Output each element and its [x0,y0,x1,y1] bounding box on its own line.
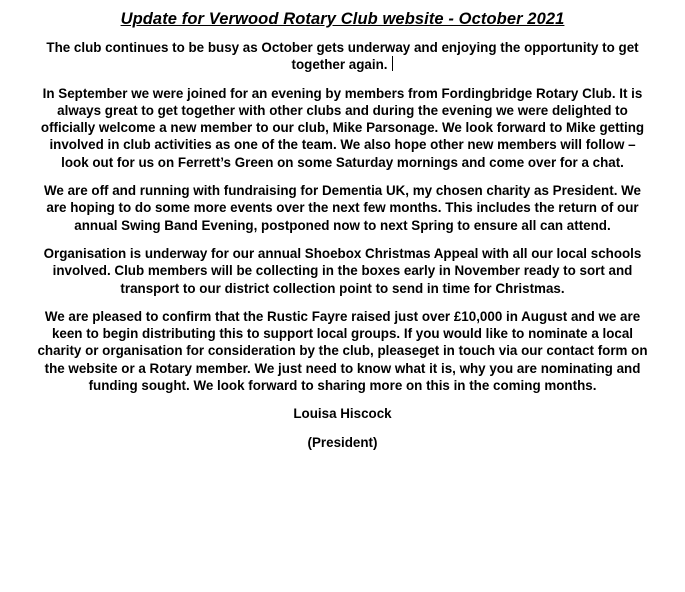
paragraph-shoebox-appeal: Organisation is underway for our annual Shoebox Christmas Appeal with all our local schools involved. Club members will be collecting in the boxes early in November ready to sort and transport to our district collection point to send in time for Christmas. [43,245,642,296]
paragraph-rustic-fayre: We are pleased to confirm that the Rustic Fayre raised just over £10,000 in August and we are keen to begin distributing this to support local groups. If you would like to nominate a local charity or organisation for consideration by the club, pleaseget in touch via our contact form on the website or a Rotary member. We just need to know what it is, why you are nominating and funding sought. We look forward to sharing more on this in the coming months. [37,308,648,394]
signature-role: (President) [307,435,378,451]
paragraph-fundraising: We are off and running with fundraising for Dementia UK, my chosen charity as President. We are hoping to do some more events over the next few months. This includes the return of our annual Swing Band Evening, postponed now to next Spring to ensure all can attend. [44,183,641,233]
document-title: Update for Verwood Rotary Club website - October 2021 [120,10,565,28]
paragraph-september: In September we were joined for an evening by members from Fordingbridge Rotary Club. It is always great to get together with other clubs and during the evening we were delighted to officially welcome a new member to our club, Mike Parsonage. We look forward to Mike getting involved in club activities as one of the team. We also hope other new members will follow – look out for us on Ferrett’s Green on some Saturday mornings and come over for a chat. [40,85,645,170]
signature-name: Louisa Hiscock [293,406,392,422]
text-cursor [392,56,393,71]
paragraph-intro-text: The club continues to be busy as October gets underway and enjoying the opportunity to get together again. [46,40,639,73]
paragraph-intro [36,39,649,74]
